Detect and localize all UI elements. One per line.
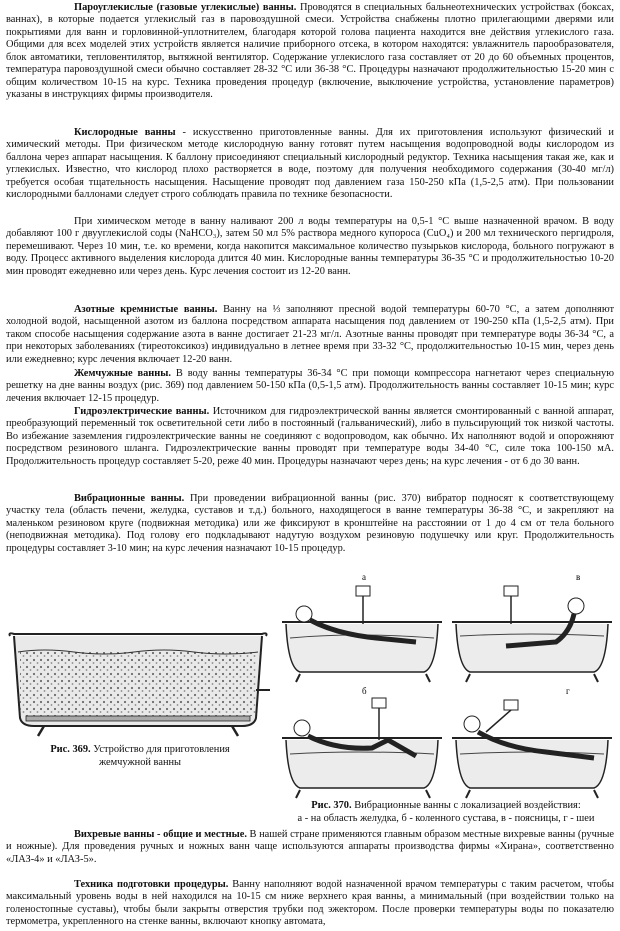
panel-letter-b: б (362, 686, 367, 696)
caption-370-label: Рис. 370. (311, 800, 352, 811)
caption-figure-369 (24, 744, 256, 769)
paragraph-technique (6, 879, 614, 929)
caption-figure-370 (276, 800, 616, 825)
panel-b-knee (282, 686, 442, 798)
caption-370-text: Вибрационные ванны с локализацией воздействия: (351, 800, 581, 811)
caption-370-legend: а - на область желудка, б - коленного сустава, в - поясницы, г - шеи (297, 812, 595, 824)
text-vibration: При проведении вибрационной ванны (рис. 370) вибратор подносят к соответствующему участку тела (область печени, желудка, суставов и т.д.) больного, находящегося в ванне температуры 36-38 °С, и закрепляют на маленьком резиновом круге (подвижная методика) или же фиксируют в кронштейне на расстоянии от 1 до 4 см от тела больного (неподвижная методика). Под голову его подкладывают надутую воздухом резиновую подушечку или круг. Продолжительность процедуры составляет 3-10 мин; на курс лечения назначают 10-15 процедур. (6, 493, 614, 554)
heading-vibration: Вибрационные ванны. (74, 493, 185, 504)
paragraph-vibration-baths (6, 493, 614, 555)
text-hydroelectric: Источником для гидроэлектрической ванны является смонтированный с ванной аппарат, преобразующий переменный ток осветительной сети либо в постоянный (гальванический), либо в пульсирующий ток низкой частоты. Во избежание заземления гидроэлектрические ванны не соединяют с водопроводом, как обычно. Их наполняют водой и опорожняют посредством резинового шланга. Гидроэлектрические ванны проводят при температуре воды 34-40 °С, силе тока 100-150 мА. Продолжительность процедур составляет 5-20, реже 40 мин. Процедуры назначают через день; на курс лечения - от 6 до 30 ванн. (6, 406, 614, 467)
text-technique: Ванну наполняют водой назначенной врачом температуры с таким расчетом, чтобы максимальный уровень воды в ней находился на 10-15 см ниже верхнего края ванны, а минимальный (при воздействии только на голеностопные суставы), чтобы были закрыты отверстия трубки под эжектором. После проверки температуры воды по показателю термометра, укрепленного на стенке ванны, включают кнопку автомата, (6, 879, 614, 928)
heading-whirlpool: Вихревые ванны - общие и местные. (74, 829, 247, 840)
panel-v-lumbar (452, 572, 612, 682)
paragraph-hydroelectric-baths (6, 406, 614, 468)
caption-369-text: Устройство для приготовления жемчужной ванны (90, 744, 230, 768)
text-oxygen: - искусственно приготовленные ванны. Для их приготовления используют физический и химический методы. При физическом методе кислородную ванну готовят путем насыщения водопроводной воды кислородом из баллона через аппарат насыщения. К баллону присоединяют специальный кислородный редуктор. Техника насыщения такая же, как и углекислых. Известно, что кислород плохо растворяется в воде, поэтому для получения необходимого содержания (30-40 мг/л) требуется особая тщательность насыщения. Насыщение проводят под давлением газа 150-250 кПа (1,5-2,5 атм). При пользовании кислородными баллонами следует строго соблюдать правила по технике безопасности. (6, 127, 614, 201)
heading-steam-carbon: Пароуглекислые (газовые углекислые) ванны. (74, 2, 297, 13)
paragraph-steam-carbon-baths (6, 2, 614, 102)
caption-369-label: Рис. 369. (50, 744, 91, 755)
heading-pearl: Жемчужные ванны. (74, 368, 171, 379)
text-whirlpool: В нашей стране применяются главным образом местные вихревые ванны (ручные и ножные). Для проведения ручных и ножных ванн чаще используются аппараты производства фирмы «Хирана», соответственно «ЛАЗ-4» и «ЛАЗ-5». (6, 829, 614, 865)
figure-369-pearl-bath-device (4, 630, 272, 740)
heading-hydroelectric: Гидроэлектрические ванны. (74, 406, 210, 417)
figure-370-vibration-baths (276, 572, 616, 800)
panel-a-stomach (282, 572, 442, 682)
panel-letter-g: г (566, 686, 570, 696)
paragraph-oxygen-baths (6, 127, 614, 202)
text-nitrogen: Ванну на ⅓ заполняют пресной водой температуры 60-70 °С, а затем дополняют холодной водой, насыщенной азотом из баллона посредством аппарата насыщения под давлением от 190-250 кПа (1,5-2,5 атм). При таком способе насыщения содержание азота в ванне достигает 21-23 мг/л. Азотные ванны проводят при температуре воды 36-34 °С, а при некоторых заболеваниях (тиреотоксикоз) индивидуально в летнее время при 33-32 °С, продолжительностью 10-15 мин, через день или ежедневно; курс лечения включает 12-20 ванн. (6, 304, 615, 365)
paragraph-nitrogen-baths (6, 304, 614, 366)
paragraph-whirlpool-baths (6, 829, 614, 866)
panel-letter-v: в (576, 572, 581, 582)
paragraph-chemical-method (6, 216, 614, 278)
text-chemical-method: При химическом методе в ванну наливают 200 л воды температуры на 0,5-1 °С выше назначенной врачом. В воду добавляют 100 г двууглекислой соды (NaHCO₃), затем 50 мл 5% раствора медного купороса (CuO₄) и 200 мл технического пергидроля, перемешивают. Через 10 мин, т.е. ко времени, когда накопится максимальное количество пузырьков кислорода, больного погружают в воду. Процесс активного выделения кислорода длится 40 мин. Кислородные ванны температуры 36-35 °С и продолжительностью 10-20 мин проводят ежедневно или через день. Курс лечения состоит из 12-20 ванн. (6, 216, 614, 277)
text-pearl: В воду ванны температуры 36-34 °С при помощи компрессора нагнетают через специальную решетку на дне ванны воздух (рис. 369) под давлением 50-150 кПа (0,5-1,5 атм). Продолжительность ванны составляет 10-15 мин; курс лечения включает 12-15 процедур. (6, 368, 614, 404)
panel-g-neck (452, 686, 612, 798)
heading-oxygen: Кислородные ванны (74, 127, 176, 138)
paragraph-pearl-baths (6, 368, 614, 405)
text-steam-carbon: Проводятся в специальных бальнеотехнических устройствах (боксах, ваннах), в которые подается углекислый газ в паровоздушной смеси. Устройства снабжены плотно прилегающими дверями или покрытиями для ванн и горловинной-уплотнителем, благодаря которой голова пациента находится вне действия углекислого газа. Общими для всех моделей этих устройств является наличие приборного отсека, в котором находятся: увлажнитель парообразователя, блок автоматики, тепловентилятор, вытяжной вентилятор. Содержание углекислого газа составляет от 20 до 60 объемных процентов, температура паровоздушной смеси обычно составляет 28-32 °С или 36-38 °С. Процедуры назначают продолжительностью 15-20 мин с общим количеством 10-15 на курс. Техника проведения процедур (включение, выключение устройства, установление параметров) указаны в инструкциях фирмы производителя. (6, 2, 615, 101)
heading-technique: Техника подготовки процедуры. (74, 879, 229, 890)
panel-letter-a: а (362, 572, 366, 582)
heading-nitrogen: Азотные кремнистые ванны. (74, 304, 218, 315)
